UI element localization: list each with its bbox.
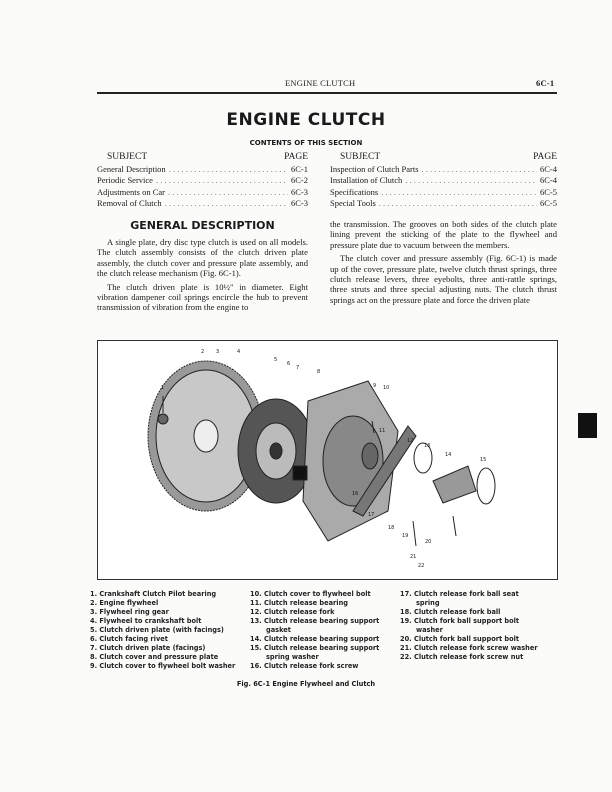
clutch-illustration xyxy=(98,341,557,579)
legend-item: 10. Clutch cover to flywheel bolt xyxy=(250,590,371,598)
column-right xyxy=(330,219,557,308)
driven-plate xyxy=(238,399,314,503)
toc-page: 6C-1 xyxy=(291,163,308,174)
callout-number: 12 xyxy=(407,438,414,444)
toc-page: 6C-2 xyxy=(291,175,308,185)
leader-dots xyxy=(169,164,288,176)
toc-page: 6C-4 xyxy=(540,163,557,174)
callout-number: 6 xyxy=(287,361,291,367)
leader-dots xyxy=(165,198,288,210)
running-title: ENGINE CLUTCH xyxy=(285,78,356,88)
toc-subject: Removal of Clutch xyxy=(97,198,162,208)
toc-subject: Periodic Service xyxy=(97,175,153,185)
paragraph: A single plate, dry disc type clutch is used on all models. The clutch assembly consists of the clutch driven plate assembly, the clutch cover and pressure plate assembly, and the clutch release mechanism (Fig. 6C-1). xyxy=(97,237,308,279)
callout-number: 10 xyxy=(383,385,390,391)
legend-col-2 xyxy=(250,590,379,671)
toc-left xyxy=(97,152,308,210)
legend-col-3 xyxy=(400,590,538,662)
toc-entry xyxy=(97,164,308,176)
toc-page: 6C-3 xyxy=(291,198,308,208)
legend-item: 20. Clutch fork ball support bolt xyxy=(400,635,520,643)
leader-dots xyxy=(379,198,537,210)
callout-number: 9 xyxy=(373,383,377,389)
toc-subject: Installation of Clutch xyxy=(330,175,403,185)
paragraph: The clutch cover and pressure assembly (Fig. 6C-1) is made up of the cover, pressure plate, twelve clutch thrust springs, three clutch release levers, three eyebolts, three anti-rattle springs, three struts and three special adjusting nuts. The clutch thrust springs act on the pressure plate and force the driven plate xyxy=(330,253,557,305)
callout-number: 2 xyxy=(201,349,205,355)
toc-entry xyxy=(97,198,308,210)
header-rule xyxy=(97,92,557,94)
leader-dots xyxy=(168,187,288,199)
legend-item: 2. Engine flywheel xyxy=(90,599,159,607)
pressure-plate-cover xyxy=(293,381,398,541)
legend-item: 15. Clutch release bearing support xyxy=(250,644,380,652)
toc-page: 6C-5 xyxy=(540,198,557,208)
legend-item: 9. Clutch cover to flywheel bolt washer xyxy=(90,662,236,670)
figure-caption: Fig. 6C-1 Engine Flywheel and Clutch xyxy=(236,680,376,688)
leader-dots xyxy=(156,175,288,187)
callout-number: 7 xyxy=(296,365,300,371)
legend-item: 7. Clutch driven plate (facings) xyxy=(90,644,206,652)
legend-item: 8. Clutch cover and pressure plate xyxy=(90,653,219,661)
callout-number: 20 xyxy=(425,539,432,545)
legend-item: 11. Clutch release bearing xyxy=(250,599,348,607)
legend-item: 14. Clutch release bearing support xyxy=(250,635,380,643)
legend-item: gasket xyxy=(266,626,291,634)
callout-number: 4 xyxy=(237,349,241,355)
callout-number: 3 xyxy=(216,349,220,355)
toc-subject: Adjustments on Car xyxy=(97,186,165,197)
toc-subject-header: SUBJECT xyxy=(340,152,381,162)
legend-item: 22. Clutch release fork screw nut xyxy=(400,653,524,661)
section-thumb-tab xyxy=(578,413,597,438)
legend-item: 13. Clutch release bearing support xyxy=(250,617,380,625)
callout-number: 15 xyxy=(480,457,487,463)
legend-item: washer xyxy=(416,626,443,634)
legend-item: 1. Crankshaft Clutch Pilot bearing xyxy=(90,590,217,598)
legend-item: spring washer xyxy=(266,653,319,661)
legend-item: spring xyxy=(416,599,440,607)
toc-page: 6C-3 xyxy=(291,186,308,197)
toc-page: 6C-5 xyxy=(540,186,557,197)
toc-subject: Special Tools xyxy=(330,198,376,208)
column-left xyxy=(97,237,308,316)
page-number: 6C-1 xyxy=(536,78,555,88)
callout-number: 17 xyxy=(368,512,375,518)
toc-entry xyxy=(330,164,557,176)
contents-heading: CONTENTS OF THIS SECTION xyxy=(249,139,363,147)
callout-number: 1 xyxy=(161,385,165,391)
toc-entry xyxy=(330,187,557,199)
toc-entry xyxy=(330,198,557,210)
paragraph: the transmission. The grooves on both sides of the clutch plate lining prevent the sticking of the plate to the flywheel and pressure plate due to vacuum between the members. xyxy=(330,219,557,250)
callout-number: 18 xyxy=(388,525,395,531)
legend-item: 4. Flywheel to crankshaft bolt xyxy=(90,617,202,625)
legend-item: 12. Clutch release fork xyxy=(250,608,335,616)
legend-item: 17. Clutch release fork ball seat xyxy=(400,590,519,598)
callout-number: 8 xyxy=(317,369,321,375)
callout-number: 22 xyxy=(418,563,425,569)
toc-right xyxy=(330,152,557,210)
legend-col-1 xyxy=(90,590,235,671)
callout-number: 11 xyxy=(379,428,386,434)
legend-item: 3. Flywheel ring gear xyxy=(90,608,169,616)
legend-item: 18. Clutch release fork ball xyxy=(400,608,501,616)
page-title: ENGINE CLUTCH xyxy=(226,110,386,130)
section-heading: GENERAL DESCRIPTION xyxy=(130,219,275,232)
toc-subject: General Description xyxy=(97,163,166,174)
toc-subject: Inspection of Clutch Parts xyxy=(330,163,419,174)
toc-entry xyxy=(97,187,308,199)
paragraph: The clutch driven plate is 10½" in diameter. Eight vibration dampener coil springs encircle the hub to prevent transmission of vibration from the engine to xyxy=(97,281,308,313)
legend-item: 16. Clutch release fork screw xyxy=(250,662,359,670)
legend-item: 6. Clutch facing rivet xyxy=(90,635,168,643)
legend-item: 5. Clutch driven plate (with facings) xyxy=(90,626,224,634)
callout-number: 14 xyxy=(445,452,452,458)
leader-dots xyxy=(381,187,537,199)
callout-number: 21 xyxy=(410,554,417,560)
callout-number: 5 xyxy=(274,357,278,363)
leader-dots xyxy=(422,164,537,176)
toc-page: 6C-4 xyxy=(540,175,557,185)
toc-entry xyxy=(330,175,557,187)
leader-dots xyxy=(405,175,537,187)
toc-page-header: PAGE xyxy=(284,152,308,162)
callout-number: 19 xyxy=(402,533,409,539)
toc-subject: Specifications xyxy=(330,186,379,197)
toc-subject-header: SUBJECT xyxy=(107,152,148,162)
legend-item: 19. Clutch fork ball support bolt xyxy=(400,617,520,625)
figure-exploded-clutch xyxy=(97,340,558,580)
toc-page-header: PAGE xyxy=(533,152,557,162)
toc-entry xyxy=(97,175,308,187)
callout-number: 13 xyxy=(424,443,431,449)
callout-number: 16 xyxy=(352,491,359,497)
legend-item: 21. Clutch release fork screw washer xyxy=(400,644,538,652)
